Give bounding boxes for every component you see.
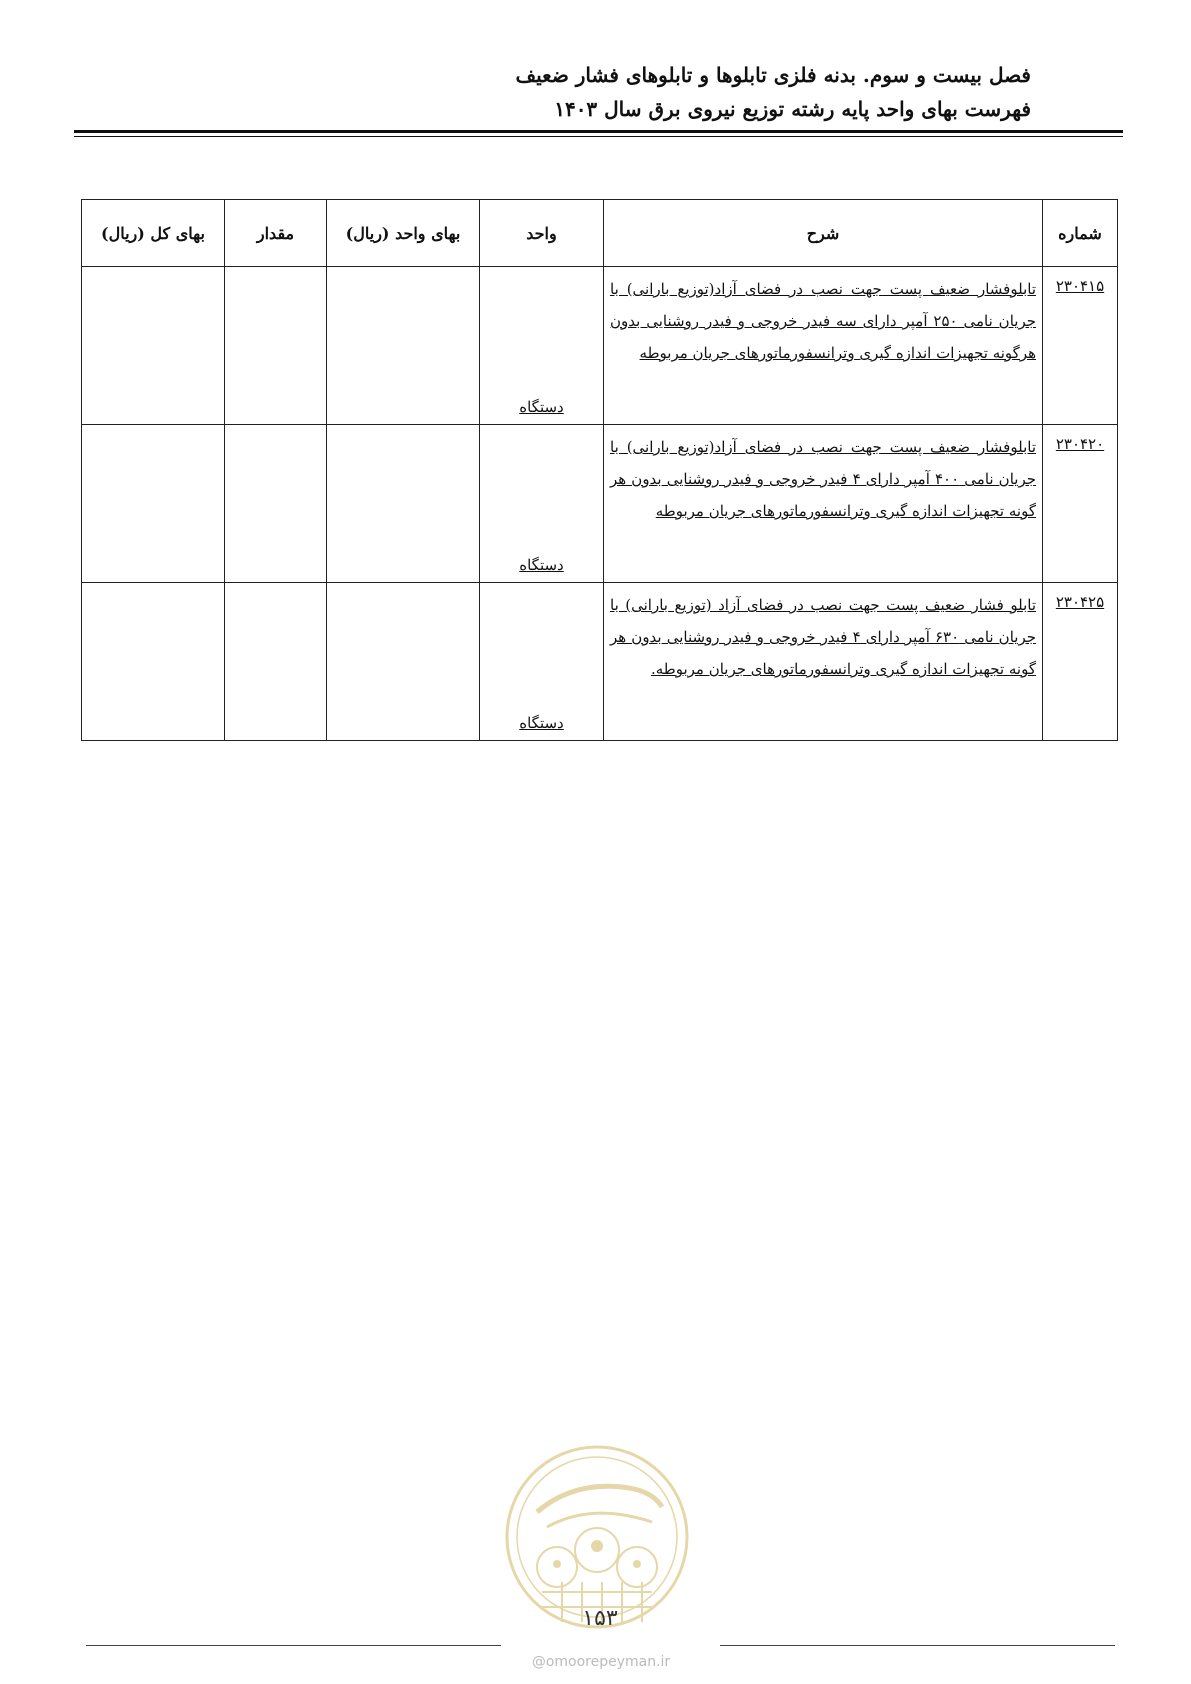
item-number: ۲۳۰۴۲۰ [1055, 435, 1105, 453]
document-title: فهرست بهای واحد پایه رشته توزیع نیروی برق سال ۱۴۰۳ [554, 97, 1031, 121]
table-row [82, 583, 1118, 741]
page-number: ۱۵۳ [582, 1606, 618, 1631]
chapter-title: فصل بیست و سوم. بدنه فلزی تابلوها و تابلوهای فشار ضعیف [515, 63, 1031, 87]
header-unit-price: بهای واحد (ریال) [327, 200, 480, 267]
header-rule-thick [74, 130, 1123, 133]
price-table [81, 199, 1118, 741]
header-number: شماره [1043, 200, 1118, 267]
item-description-cell [604, 267, 1043, 425]
item-quantity [225, 425, 327, 583]
item-description: تابلوفشار ضعیف پست جهت نصب در فضای آزاد(توزیع بارانی) با جریان نامی ۲۵۰ آمپر دارای سه فیدر خروجی و فیدر روشنایی بدون هرگونه تجهیزات اندازه گیری وترانسفورماتورهای جریان مربوطه [610, 280, 1036, 362]
footer-rule-right [720, 1645, 1115, 1646]
item-total-price [82, 267, 225, 425]
header-unit: واحد [480, 200, 604, 267]
seal-logo-icon [502, 1442, 692, 1632]
item-description-cell [604, 583, 1043, 741]
item-total-price [82, 425, 225, 583]
item-description-cell [604, 425, 1043, 583]
item-unit: دستگاه [519, 714, 564, 732]
header-description: شرح [604, 200, 1043, 267]
item-quantity [225, 583, 327, 741]
table-row [82, 425, 1118, 583]
header-total-price: بهای کل (ریال) [82, 200, 225, 267]
item-unit-cell [480, 267, 604, 425]
item-number: ۲۳۰۴۲۵ [1055, 593, 1105, 611]
item-description: تابلوفشار ضعیف پست جهت نصب در فضای آزاد(توزیع بارانی) با جریان نامی ۴۰۰ آمپر دارای ۴ فیدر خروجی و فیدر روشنایی بدون هر گونه تجهیزات اندازه گیری وترانسفورماتورهای جریان مربوطه [610, 438, 1036, 520]
item-unit: دستگاه [519, 398, 564, 416]
item-unit-cell [480, 425, 604, 583]
item-number: ۲۳۰۴۱۵ [1055, 277, 1105, 295]
item-unit-price [327, 267, 480, 425]
table-row [82, 267, 1118, 425]
footer-rule-left [86, 1645, 501, 1646]
item-unit-cell [480, 583, 604, 741]
item-number-cell [1043, 583, 1118, 741]
item-unit: دستگاه [519, 556, 564, 574]
header-rule-thin [74, 136, 1123, 137]
item-quantity [225, 267, 327, 425]
item-number-cell [1043, 425, 1118, 583]
table-header-row [82, 200, 1118, 267]
header-quantity: مقدار [225, 200, 327, 267]
item-description: تابلو فشار ضعیف پست جهت نصب در فضای آزاد (توزیع بارانی) با جریان نامی ۶۳۰ آمپر دارای ۴ فیدر خروجی و فیدر روشنایی بدون هر گونه تجهیزات اندازه گیری وترانسفورماتورهای جریان مربوطه. [610, 596, 1036, 678]
watermark-text: @omoorepeyman.ir [531, 1654, 671, 1670]
item-unit-price [327, 425, 480, 583]
page-header [71, 58, 1031, 126]
item-total-price [82, 583, 225, 741]
item-number-cell [1043, 267, 1118, 425]
item-unit-price [327, 583, 480, 741]
